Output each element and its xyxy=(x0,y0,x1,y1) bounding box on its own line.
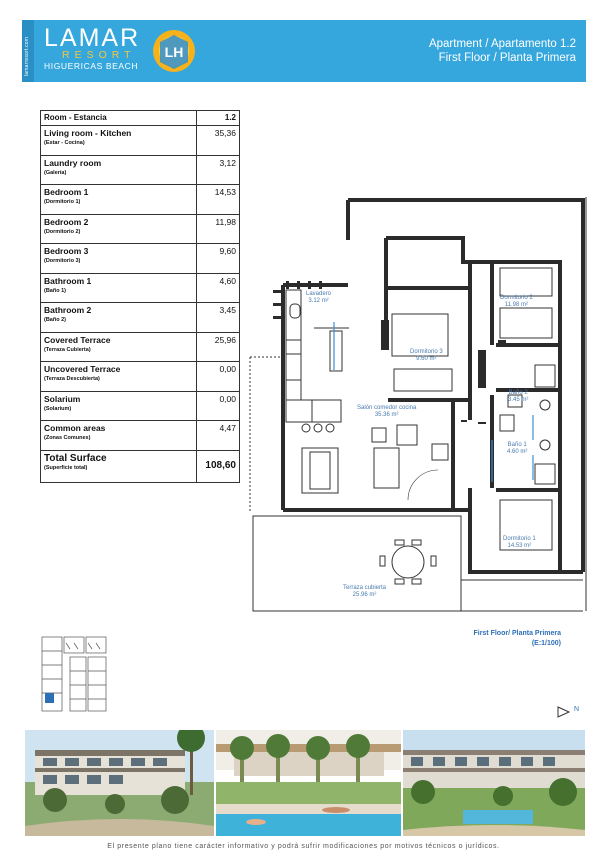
brand-name: LAMAR xyxy=(44,24,141,52)
room-area: 4,47 xyxy=(219,423,236,433)
resort-photo-exterior xyxy=(25,730,214,836)
room-area: 0,00 xyxy=(219,364,236,374)
room-name: Bedroom 1 xyxy=(44,187,89,197)
room-name: Bathroom 1 xyxy=(44,275,92,286)
resort-photo-garden xyxy=(403,730,585,836)
room-name: Bedroom 3 xyxy=(44,246,89,256)
room-name: Bathroom 2 xyxy=(44,305,92,315)
disclaimer-text: El presente plano tiene carácter informativo y podrá sufrir modificaciones por motivos técnicos o jurídicos. xyxy=(107,843,500,850)
table-row xyxy=(41,126,239,156)
plan-caption xyxy=(473,629,561,649)
room-dormitorio-2: Dormitorio 2 11.98 m² xyxy=(500,295,533,308)
room-name-es: (Dormitorio 1) xyxy=(44,199,81,205)
table-row xyxy=(41,392,239,422)
room-name-es: (Dormitorio 3) xyxy=(44,258,81,264)
room-name: Laundry room xyxy=(44,157,102,168)
resort-logo-icon xyxy=(150,26,198,76)
room-bano-1: Baño 1 4.60 m² xyxy=(507,442,528,455)
area-table xyxy=(40,110,240,483)
header-banner xyxy=(22,20,586,82)
room-terraza-cubierta: Terraza cubierta 25.96 m² xyxy=(343,585,387,598)
room-name-es: (Solarium) xyxy=(44,405,72,412)
room-name: Living room - Kitchen xyxy=(44,128,132,138)
table-row xyxy=(41,303,239,333)
room-name: Solarium xyxy=(44,393,81,404)
table-row xyxy=(41,244,239,274)
table-header-value: 1.2 xyxy=(224,113,236,122)
table-total-row xyxy=(41,451,239,482)
room-area: 14,53 xyxy=(214,187,236,197)
logo-letters: LH xyxy=(164,44,184,60)
room-name-es: (Terraza Descubierta) xyxy=(44,376,100,382)
room-name-es: (Dormitorio 2) xyxy=(44,228,81,235)
room-name-es: (Terraza Cubierta) xyxy=(44,346,91,353)
room-area: 25,96 xyxy=(214,334,236,345)
table-row xyxy=(41,333,239,363)
room-name-es: (Baño 1) xyxy=(44,287,66,294)
room-name: Covered Terrace xyxy=(44,334,111,345)
title-line-1: Apartment / Apartamento 1.2 xyxy=(428,38,576,50)
room-area: 3,45 xyxy=(219,305,236,315)
website-text: lamarresort.com xyxy=(24,36,30,76)
room-salon: Salón comedor cocina 35.36 m² xyxy=(357,405,417,418)
plan-caption-title: First Floor/ Planta Primera xyxy=(473,630,561,637)
room-lavadero: Lavadero 3.12 m² xyxy=(306,291,332,304)
brand-location: HIGUERICAS BEACH xyxy=(44,61,139,71)
room-name: Bedroom 2 xyxy=(44,216,89,227)
table-row xyxy=(41,274,239,304)
table-row xyxy=(41,421,239,451)
room-name-es: (Estar - Cocina) xyxy=(44,140,85,146)
resort-photo-pool xyxy=(216,730,401,836)
total-value: 108,60 xyxy=(205,459,236,471)
room-area: 35,36 xyxy=(214,128,236,138)
table-row xyxy=(41,362,239,392)
table-row xyxy=(41,215,239,245)
compass-letter: N xyxy=(574,706,580,713)
room-name-es: (Baño 2) xyxy=(44,317,66,323)
room-name: Uncovered Terrace xyxy=(44,364,121,374)
brand-sub: RESORT xyxy=(62,49,136,61)
table-header-label: Room - Estancia xyxy=(41,111,197,125)
key-plan-map xyxy=(40,635,108,713)
room-area: 11,98 xyxy=(215,216,236,227)
title-line-2: First Floor / Planta Primera xyxy=(438,52,576,64)
plan-caption-scale: (E:1/100) xyxy=(531,640,561,647)
room-name-es: (Galería) xyxy=(44,169,67,176)
room-bano-2: Baño 2 3.45 m² xyxy=(508,390,529,403)
brand xyxy=(44,26,154,72)
total-label: Total Surface xyxy=(44,452,107,464)
table-row xyxy=(41,156,239,186)
table-row xyxy=(41,185,239,215)
side-strip xyxy=(22,20,34,82)
room-name: Common areas xyxy=(44,423,106,433)
total-sublabel: (Superficie total) xyxy=(44,464,88,471)
room-area: 3,12 xyxy=(219,157,236,168)
room-area: 4,60 xyxy=(219,275,236,286)
room-dormitorio-3: Dormitorio 3 9.60 m² xyxy=(410,349,443,362)
room-dormitorio-1: Dormitorio 1 14.53 m² xyxy=(503,536,536,549)
room-area: 0,00 xyxy=(219,393,236,404)
room-area: 9,60 xyxy=(219,246,236,256)
apartment-title xyxy=(429,37,576,65)
room-name-es: (Zonas Comunes) xyxy=(44,435,91,441)
table-header xyxy=(41,111,239,126)
